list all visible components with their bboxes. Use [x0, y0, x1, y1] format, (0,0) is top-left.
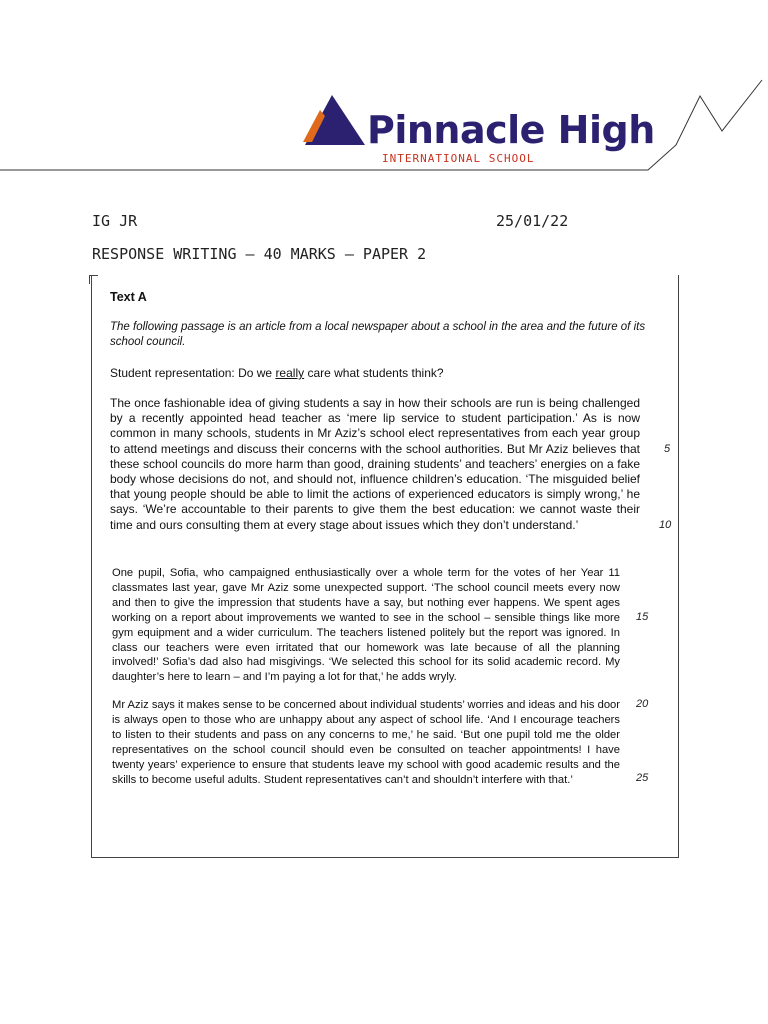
paragraph-1: The once fashionable idea of giving students a say in how their schools are run is being challenged by a recently appointed head teacher as ‘mere lip service to student participation.’ As is now common in many schools, students in Mr Aziz’s school elect representatives from each year group to attend meetings and discuss their concerns with the school authorities. But Mr Aziz believes that these school councils do more harm than good, draining students’ and teachers’ energies on a fake body whose decisions do not, and should not, influence children’s education. ‘The misguided belief that young people should be able to limit the actions of experienced educators is simply wrong,’ he says. ‘We’re accountable to their parents to give them the best education: we cannot waste their time and ours consulting them at every stage about issues which they don’t understand.’: [110, 396, 640, 532]
frame-corner: [89, 275, 98, 284]
line-number: 20: [636, 698, 649, 710]
headline-part: care what students think?: [304, 366, 444, 380]
article-headline: [110, 366, 444, 380]
line-number: 10: [659, 519, 672, 531]
text-label: Text A: [110, 290, 147, 304]
paragraph-2: One pupil, Sofia, who campaigned enthusiastically over a whole term for the votes of her Year 11 classmates last year, gave Mr Aziz some unexpected support. ‘The school council meets every now and then to give the impression that students have a say, but nothing ever happens. We spent ages working on a report about improvements we wanted to see in the school – sensible things like more gym equipment and a wider curriculum. The teachers listened politely but the report was ignored. In class our teachers were even irritated that our homework was late because of all the planning involved!’ Sofia’s dad also had misgivings. ‘We selected this school for its solid academic record. My daughter’s here to learn – and I’m paying a lot for that,’ he adds wryly.: [112, 567, 620, 684]
headline-part: Student representation: Do we: [110, 366, 276, 380]
line-number: 15: [636, 611, 649, 623]
headline-emphasis: really: [275, 366, 305, 380]
line-number: 25: [636, 772, 649, 784]
school-name: Pinnacle High: [367, 108, 655, 152]
passage-intro: The following passage is an article from a local newspaper about a school in the area and the future of its school council.: [110, 321, 646, 348]
class-code: IG JR: [92, 212, 138, 230]
paragraph-3: Mr Aziz says it makes sense to be concerned about individual students’ worries and ideas and his door is always open to those who are unhappy about any aspect of school life. ‘And I encourage teachers to listen to their students and pass on any concerns to me,’ he said. ‘But one pupil told me the older representatives on the school council should even be consulted on teacher appointments! I have twenty years’ experience to ensure that students leave my school with good academic results and the skills to become useful adults. Student representatives can’t and shouldn’t interfere with that.’: [112, 699, 620, 786]
pinnacle-mountain-icon: [300, 90, 370, 150]
school-subtitle: INTERNATIONAL SCHOOL: [382, 152, 535, 165]
task-title: RESPONSE WRITING – 40 MARKS – PAPER 2: [92, 245, 427, 263]
date: 25/01/22: [496, 212, 569, 230]
school-logo: [300, 90, 660, 170]
line-number: 5: [664, 443, 671, 455]
frame-right-edge: [678, 275, 679, 858]
